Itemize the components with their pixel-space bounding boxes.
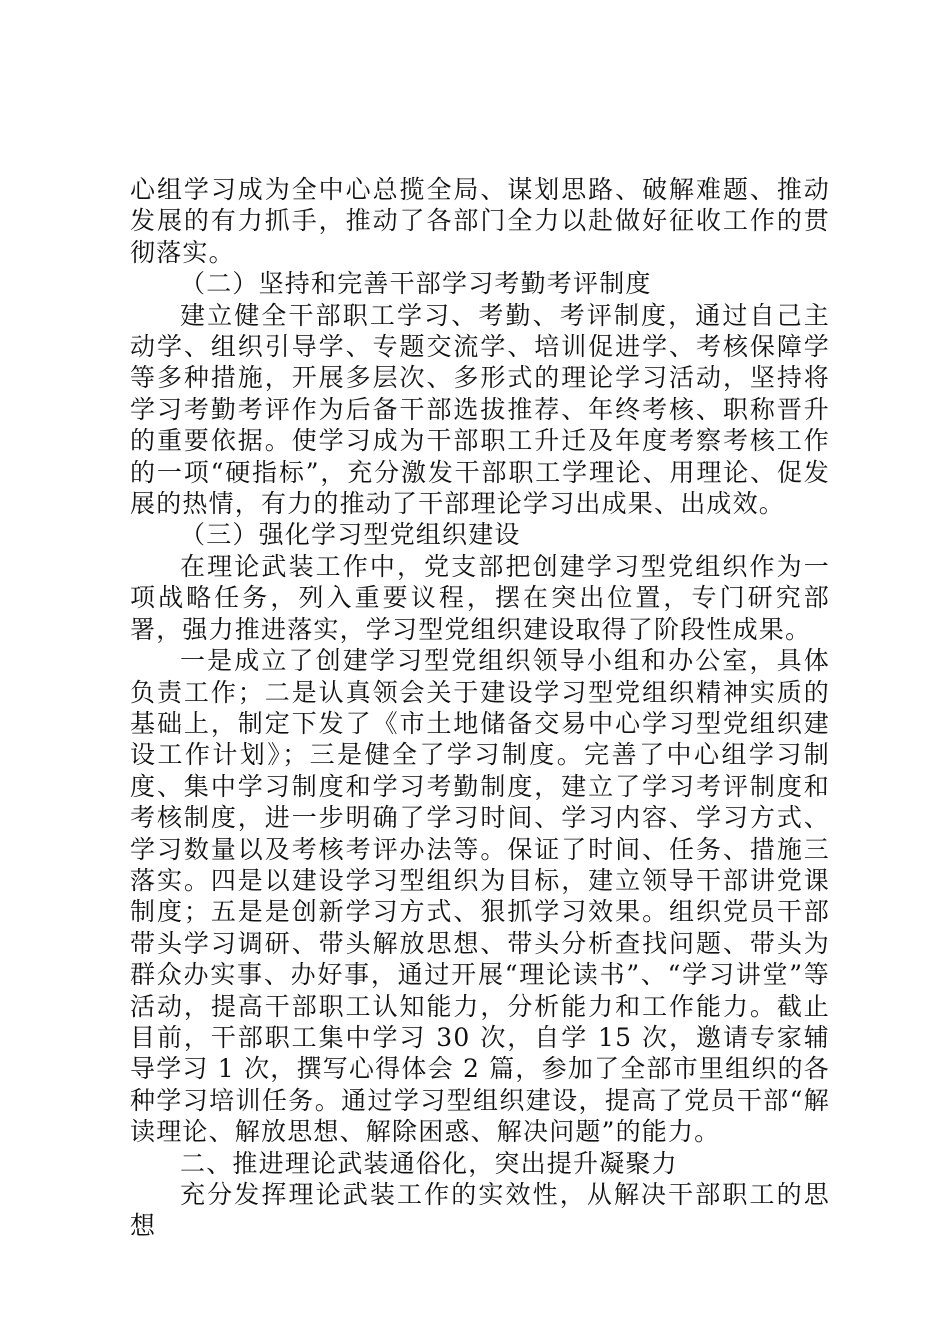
section-heading-2: （二）坚持和完善干部学习考勤考评制度 [180,269,652,299]
document-body [130,174,830,1242]
section-heading-main-2: 二、推进理论武装通俗化，突出提升凝聚力 [180,1148,678,1178]
paragraph: 建立健全干部职工学习、考勤、考评制度，通过自己主动学、组织引导学、专题交流学、培训促进学、考核保障学等多种措施，开展多层次、多形式的理论学习活动，坚持将学习考勤考评作为后备干部选拔推荐、年终考核、职称晋升的重要依据。使学习成为干部职工升迁及年度考察考核工作的一项“硬指标”，充分激发干部职工学理论、用理论、促发展的热情，有力的推动了干部理论学习出成果、出成效。 [130,300,830,519]
paragraph: 充分发挥理论武装工作的实效性，从解决干部职工的思想 [130,1180,830,1241]
paragraph: 一是成立了创建学习型党组织领导小组和办公室，具体负责工作；二是认真领会关于建设学习型党组织精神实质的基础上，制定下发了《市土地储备交易中心学习型党组织建设工作计划》；三是健全了学习制度。完善了中心组学习制度、集中学习制度和学习考勤制度，建立了学习考评制度和考核制度，进一步明确了学习时间、学习内容、学习方式、学习数量以及考核考评办法等。保证了时间、任务、措施三落实。四是以建设学习型组织为目标，建立领导干部讲党课制度；五是是创新学习方式、狠抓学习效果。组织党员干部带头学习调研、带头解放思想、带头分析查找问题、带头为群众办实事、办好事，通过开展“理论读书”、“学习讲堂”等活动，提高干部职工认知能力，分析能力和工作能力。截止目前，干部职工集中学习 30 次，自学 15 次，邀请专家辅导学习 1 次，撰写心得体会 2 篇，参加了全部市里组织的各种学习培训任务。通过学习型组织建设，提高了党员干部“解读理论、解放思想、解除困惑、解决问题”的能力。 [130,646,830,1147]
section-heading-3: （三）强化学习型党组织建设 [180,520,521,550]
paragraph-continuation: 心组学习成为全中心总揽全局、谋划思路、破解难题、推动发展的有力抓手，推动了各部门全力以赴做好征收工作的贯彻落实。 [130,175,830,267]
paragraph: 在理论武装工作中，党支部把创建学习型党组织作为一项战略任务，列入重要议程，摆在突出位置，专门研究部署，强力推进落实，学习型党组织建设取得了阶段性成果。 [130,551,830,644]
